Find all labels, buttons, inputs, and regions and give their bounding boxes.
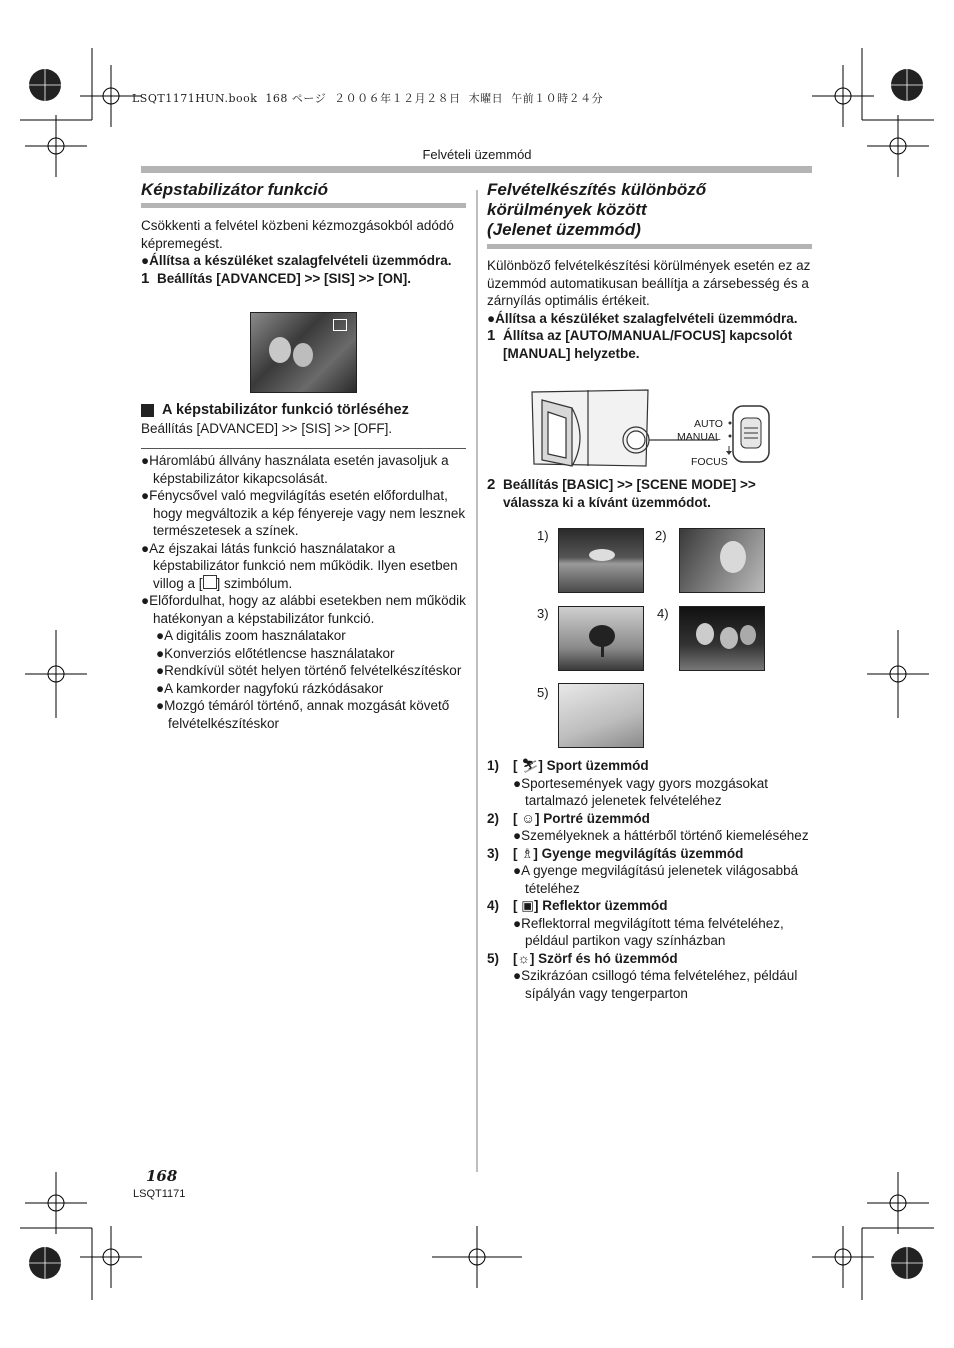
portrait-icon: ☺ [521,810,536,826]
face-shape [720,627,738,649]
spotlight-mode-photo [679,606,765,671]
portrait-mode-photo [679,528,765,593]
face-shape [740,625,756,645]
title-rule [487,244,812,249]
sub-note-item: ●Konverziós előtétlencse használatakor [156,645,395,661]
step-1: 1 Állítsa az [AUTO/MANUAL/FOCUS] kapcsolót [MANUAL] helyzetbe. [487,327,793,361]
low-light-mode-photo [558,606,644,671]
sport-icon: ⛷ [521,758,539,773]
note-item: ●Háromlábú állvány használata esetén javasoljuk a képstabilizátor kikapcsolását. [141,453,449,486]
face-shape [269,337,291,363]
mode-desc: ●Reflektorral megvilágított téma felvételéhez, például partikon vagy színházban [513,915,784,948]
mode-desc: ●Szikrázóan csillogó téma felvételéhez, például sípályán vagy tengerparton [513,968,798,1001]
camcorder-illustration [528,388,778,470]
mode-desc: ●A gyenge megvilágítású jelenetek világosabbá tételéhez [513,863,799,896]
sub-note-item: ●A digitális zoom használatakor [156,628,346,643]
note-item: ●Fénycsővel való megvilágítás esetén előfordulhat, hogy megváltozik a kép fényereje vagy nem lesznek természetesek a színek. [141,488,466,538]
title-rule [141,203,466,208]
mode-title: 3) [ ♗ ] Gyenge megvilágítás üzemmód [487,845,744,861]
sport-mode-photo [558,528,644,593]
left-column [141,180,466,287]
set-mode-note: ●Állítsa a készüléket szalagfelvételi üzemmódra. [487,310,798,326]
cancel-text: Beállítás [ADVANCED] >> [SIS] >> [OFF]. [141,420,393,436]
section-title-line: körülmények között [487,200,647,219]
spotlight-icon: ▣ [521,898,535,913]
header-rule [141,166,812,173]
surf-snow-mode-photo [558,683,644,748]
photo-label: 2) [655,528,667,543]
mode-desc: ●Sportesemények vagy gyors mozgásokat tartalmazó jelenetek felvételéhez [513,775,769,808]
intro-text: Csökkenti a felvétel közbeni kézmozgásokból adódó képremegést. [141,218,454,251]
right-column [487,180,812,362]
document-code: LSQT1171 [133,1188,186,1200]
sis-warning-icon [203,575,217,589]
mode-title: 2) [ ☺ ] Portré üzemmód [487,810,650,826]
switch-label-manual: MANUAL [677,431,721,443]
tree-crown-shape [589,625,615,647]
face-shape [720,541,746,573]
mode-title: 4) [ ▣ ] Reflektor üzemmód [487,898,668,913]
sub-notes [141,627,466,732]
sub-note-item: ●Rendkívül sötét helyen történő felvételkészítéskor [156,663,462,678]
face-shape [696,623,714,645]
square-bullet-icon [141,404,154,417]
step-2: 2 Beállítás [BASIC] >> [SCENE MODE] >> válassza ki a kívánt üzemmódot. [487,476,756,510]
swimmer-shape [589,549,615,561]
mode-title: 5) [☼ ] Szörf és hó üzemmód [487,950,678,966]
note-item: ●Az éjszakai látás funkció használatakor a képstabilizátor funkció nem működik. Ilyen esetben villog a [ ] szimbólum. [141,540,458,591]
running-header: Felvételi üzemmód [422,147,532,162]
notes-list [141,452,466,732]
switch-label-focus: FOCUS [691,456,728,468]
switch-label-auto: AUTO [694,418,723,430]
surf-snow-icon: ☼ [517,950,530,966]
face-shape [293,343,313,367]
section-title-line: Felvételkészítés különböző [487,180,707,199]
photo-label: 5) [537,685,549,700]
divider [141,448,466,449]
page-number: 168 [146,1167,178,1185]
print-line: LSQT1171HUN.book 168 ページ ２００６年１２月２８日 木曜日 午前１０時２４分 [132,92,604,105]
photo-label: 1) [537,528,549,543]
section-title-line: (Jelenet üzemmód) [487,220,641,239]
set-mode-note: ●Állítsa a készüléket szalagfelvételi üzemmódra. [141,253,452,268]
modes-list [487,757,817,1002]
cancel-section [141,402,466,449]
cancel-heading: A képstabilizátor funkció törléséhez [141,402,466,420]
sub-note-item: ●A kamkorder nagyfokú rázkódásakor [156,680,384,696]
mode-desc: ●Személyeknek a háttérből történő kiemeléséhez [513,828,809,843]
mode-title: 1) [ ⛷ ] Sport üzemmód [487,758,649,773]
stabilizer-example-photo [250,312,357,393]
photo-label: 4) [657,606,669,621]
tree-trunk-shape [601,645,604,657]
intro-text: Különböző felvételkészítési körülmények esetén ez az üzemmód automatikusan beállítja a zársebesség és a zárnyílás optimális értékeit. [487,258,811,308]
photo-label: 3) [537,606,549,621]
low-light-icon: ♗ [521,845,534,861]
sub-note-item: ●Mozgó témáról történő, annak mozgását követő felvételkészítéskor [156,698,450,731]
sis-icon [333,319,347,331]
step-1: 1 Beállítás [ADVANCED] >> [SIS] >> [ON]. [141,269,412,287]
note-item: ●Előfordulhat, hogy az alábbi esetekben nem működik hatékonyan a képstabilizátor funkció. [141,593,466,626]
section-title: Képstabilizátor funkció [141,180,329,199]
